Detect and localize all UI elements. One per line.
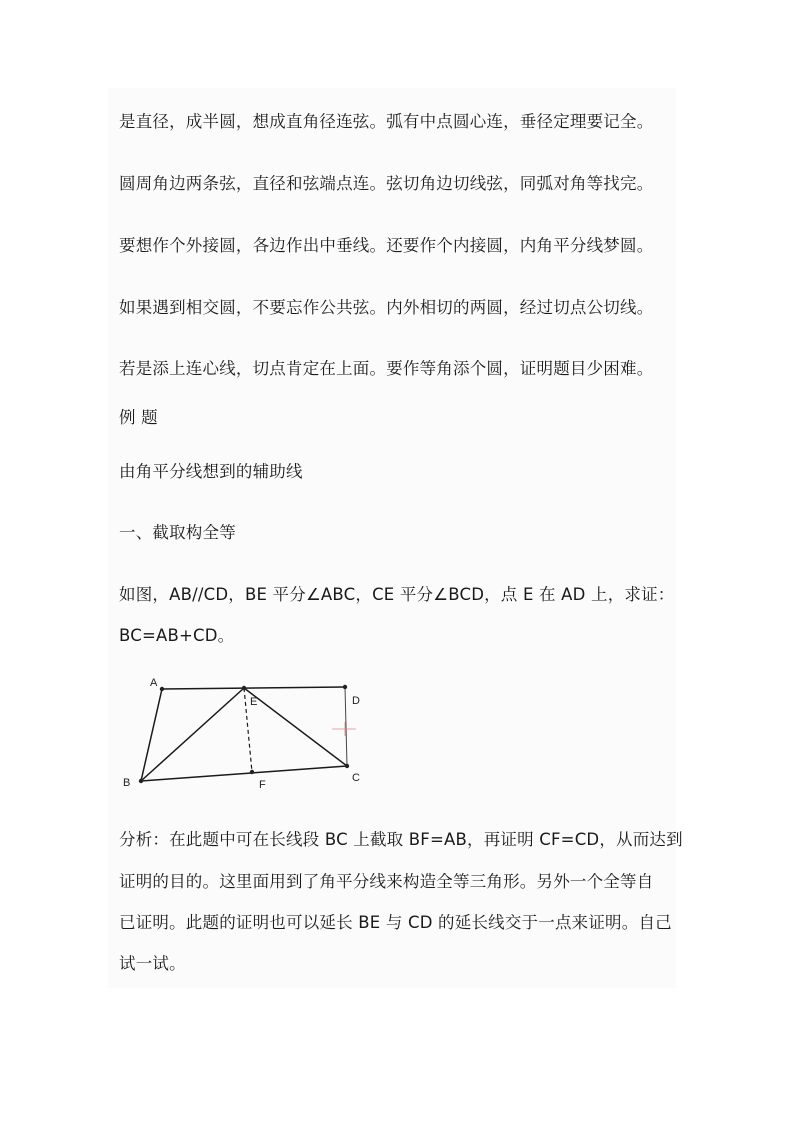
analysis-line-2: 证明的目的。这里面用到了角平分线来构造全等三角形。另外一个全等自 [119,872,654,891]
point-e [242,686,246,690]
rhyme-line-2: 圆周角边两条弦，直径和弦端点连。弦切角边切线弦，同弧对角等找完。 [119,174,654,193]
label-e: E [250,696,258,708]
point-b [139,779,143,783]
point-f [250,770,254,774]
geometry-figure [118,668,370,798]
segment-ab [141,689,162,781]
problem-line-1: 如图，AB//CD，BE 平分∠ABC，CE 平分∠BCD，点 E 在 AD 上，求证： [119,585,675,604]
segment-bc [141,766,347,781]
subsection-title: 一、截取构全等 [119,523,236,542]
label-c: C [352,772,360,784]
analysis-line-4: 试一试。 [119,954,186,973]
segment-ad [162,687,345,689]
problem-line-2: BC=AB+CD。 [119,626,235,645]
geometry-diagram [118,668,370,798]
segment-ec [244,688,347,766]
rhyme-line-5: 若是添上连心线，切点肯定在上面。要作等角添个圆，证明题目少困难。 [119,359,654,378]
example-heading: 例 题 [119,408,158,427]
point-d [343,685,347,689]
label-f: F [259,779,266,791]
segment-be [141,688,244,781]
analysis-line-3: 已证明。此题的证明也可以延长 BE 与 CD 的延长线交于一点来证明。自己 [119,913,672,932]
rhyme-line-3: 要想作个外接圆，各边作出中垂线。还要作个内接圆，内角平分线梦圆。 [119,236,654,255]
section-title: 由角平分线想到的辅助线 [119,462,303,481]
label-d: D [352,695,360,707]
point-a [160,687,164,691]
rhyme-line-4: 如果遇到相交圆，不要忘作公共弦。内外相切的两圆，经过切点公切线。 [119,298,654,317]
label-b: B [123,777,131,789]
point-c [345,764,349,768]
label-a: A [150,677,158,689]
analysis-line-1: 分析：在此题中可在长线段 BC 上截取 BF=AB，再证明 CF=CD，从而达到 [119,830,683,849]
rhyme-line-1: 是直径，成半圆，想成直角径连弦。弧有中点圆心连，垂径定理要记全。 [119,112,654,131]
